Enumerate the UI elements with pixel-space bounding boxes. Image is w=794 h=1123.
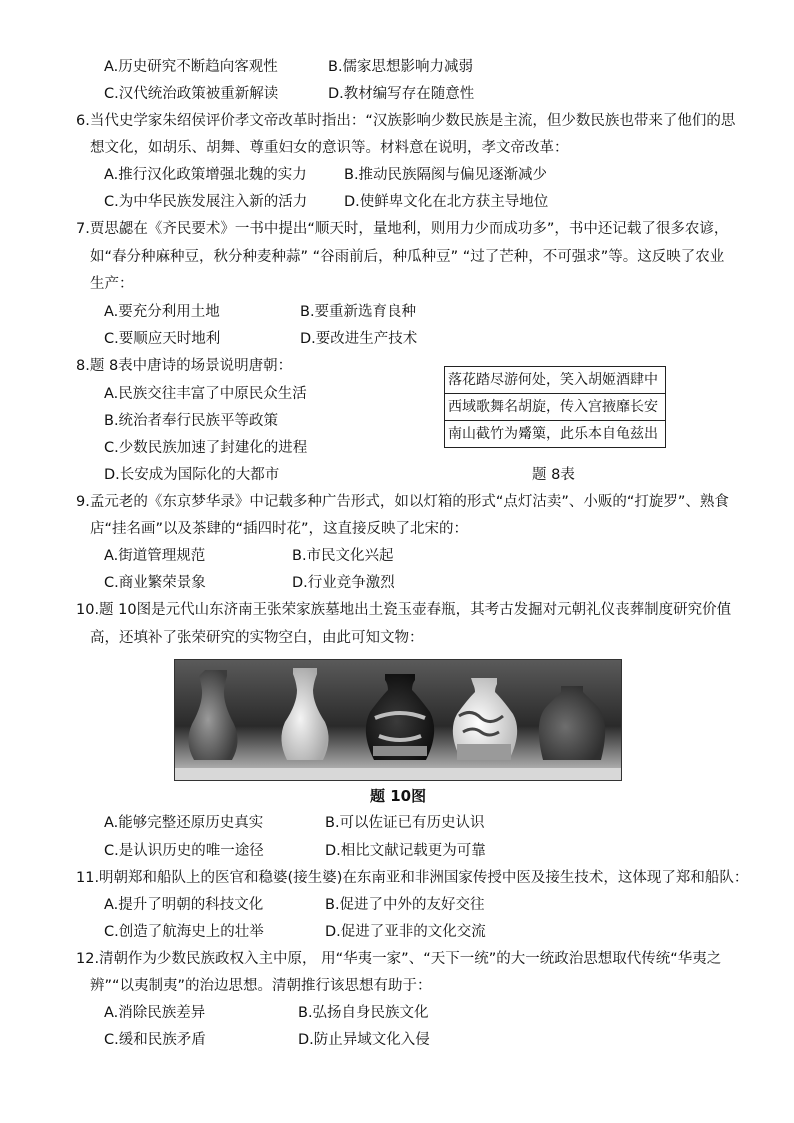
q6-stem-line1: 6.当代史学家朱绍侯评价孝文帝改革时指出：“汉族影响少数民族是主流，但少数民族也带来了他们的思 bbox=[76, 113, 736, 129]
q12-option-a: A.消除民族差异 bbox=[104, 1005, 206, 1021]
table-row bbox=[445, 421, 666, 448]
q11-option-c: C.创造了航海史上的壮举 bbox=[104, 924, 264, 940]
q9-stem-line2: 店“挂名画”以及茶肆的“插四时花”，这直接反映了北宋的： bbox=[90, 521, 469, 537]
q6-option-a: A.推行汉化政策增强北魏的实力 bbox=[104, 167, 307, 183]
q10-option-a: A.能够完整还原历史真实 bbox=[104, 815, 264, 831]
q8-option-d: D.长安成为国际化的大都市 bbox=[104, 467, 280, 483]
q7-stem-line2: 如“春分种麻种豆，秋分种麦种蒜” “谷雨前后，种瓜种豆” “过了芒种，不可强求”等。这反映了农业 bbox=[90, 249, 725, 265]
q6-option-d: D.使鲜卑文化在北方获主导地位 bbox=[344, 194, 549, 210]
q10-figure-caption: 题 10图 bbox=[370, 787, 427, 805]
q10-option-d: D.相比文献记载更为可靠 bbox=[325, 843, 486, 859]
q9-option-c: C.商业繁荣景象 bbox=[104, 575, 206, 591]
q5-option-a: A.历史研究不断趋向客观性 bbox=[104, 59, 278, 75]
q8-option-c: C.少数民族加速了封建化的进程 bbox=[104, 440, 308, 456]
q12-option-c: C.缓和民族矛盾 bbox=[104, 1032, 206, 1048]
q8-table-cell-2: 西域歌舞名胡旋，传入宫掖靡长安 bbox=[445, 394, 666, 421]
q8-table-caption: 题 8表 bbox=[532, 467, 575, 483]
q7-option-a: A.要充分利用土地 bbox=[104, 304, 220, 320]
q9-option-a: A.街道管理规范 bbox=[104, 548, 206, 564]
table-row bbox=[445, 394, 666, 421]
q9-stem-line1: 9.孟元老的《东京梦华录》中记载多种广告形式，如以灯箱的形式“点灯沽卖”、小贩的“打旋罗”、熟食 bbox=[76, 494, 729, 510]
q10-stem-line2: 高，还填补了张荣研究的实物空白，由此可知文物： bbox=[90, 630, 424, 646]
q11-option-a: A.提升了明朝的科技文化 bbox=[104, 897, 264, 913]
q6-option-b: B.推动民族隔阂与偏见逐渐减少 bbox=[344, 167, 548, 183]
q11-option-b: B.促进了中外的友好交往 bbox=[325, 897, 485, 913]
q5-option-d: D.教材编写存在随意性 bbox=[328, 86, 475, 102]
q12-option-d: D.防止异域文化入侵 bbox=[298, 1032, 430, 1048]
q11-option-d: D.促进了亚非的文化交流 bbox=[325, 924, 486, 940]
q5-option-c: C.汉代统治政策被重新解读 bbox=[104, 86, 279, 102]
q7-option-c: C.要顺应天时地利 bbox=[104, 331, 221, 347]
q7-stem-line3: 生产： bbox=[90, 276, 134, 292]
q10-option-c: C.是认识历史的唯一途径 bbox=[104, 843, 264, 859]
q7-stem-line1: 7.贾思勰在《齐民要术》一书中提出“顺天时，量地利，则用力少而成功多”，书中还记载了很多农谚， bbox=[76, 221, 729, 237]
q9-option-d: D.行业竞争激烈 bbox=[292, 575, 395, 591]
q12-stem-line2: 辨”“以夷制夷”的治边思想。清朝推行该思想有助于： bbox=[90, 978, 432, 994]
q10-option-b: B.可以佐证已有历史认识 bbox=[325, 815, 485, 831]
table-row bbox=[445, 367, 666, 394]
q6-stem-line2: 想文化，如胡乐、胡舞、尊重妇女的意识等。材料意在说明，孝文帝改革： bbox=[90, 140, 569, 156]
q8-stem-line1: 8.题 8表中唐诗的场景说明唐朝： bbox=[76, 358, 293, 374]
q8-table-cell-3: 南山截竹为觱篥，此乐本自龟兹出 bbox=[445, 421, 666, 448]
q10-vases-photo bbox=[174, 659, 622, 781]
q9-option-b: B.市民文化兴起 bbox=[292, 548, 394, 564]
q8-option-b: B.统治者奉行民族平等政策 bbox=[104, 413, 279, 429]
q8-poem-table bbox=[444, 366, 666, 448]
q8-option-a: A.民族交往丰富了中原民众生活 bbox=[104, 386, 307, 402]
q12-option-b: B.弘扬自身民族文化 bbox=[298, 1005, 429, 1021]
q11-stem-line1: 11.明朝郑和船队上的医官和稳婆(接生婆)在东南亚和非洲国家传授中医及接生技术，这体现了郑和船队： bbox=[76, 870, 749, 886]
q6-option-c: C.为中华民族发展注入新的活力 bbox=[104, 194, 308, 210]
q10-stem-line1: 10.题 10图是元代山东济南王张荣家族墓地出土瓷玉壶春瓶，其考古发掘对元朝礼仪丧葬制度研究价值 bbox=[76, 602, 732, 618]
vases-illustration bbox=[175, 660, 621, 780]
q7-option-b: B.要重新选育良种 bbox=[300, 304, 417, 320]
q5-option-b: B.儒家思想影响力减弱 bbox=[328, 59, 474, 75]
q12-stem-line1: 12.清朝作为少数民族政权入主中原， 用“华夷一家”、“天下一统”的大一统政治思想取代传统“华夷之 bbox=[76, 951, 722, 967]
q7-option-d: D.要改进生产技术 bbox=[300, 331, 418, 347]
q8-table-cell-1: 落花踏尽游何处，笑入胡姬酒肆中 bbox=[445, 367, 666, 394]
